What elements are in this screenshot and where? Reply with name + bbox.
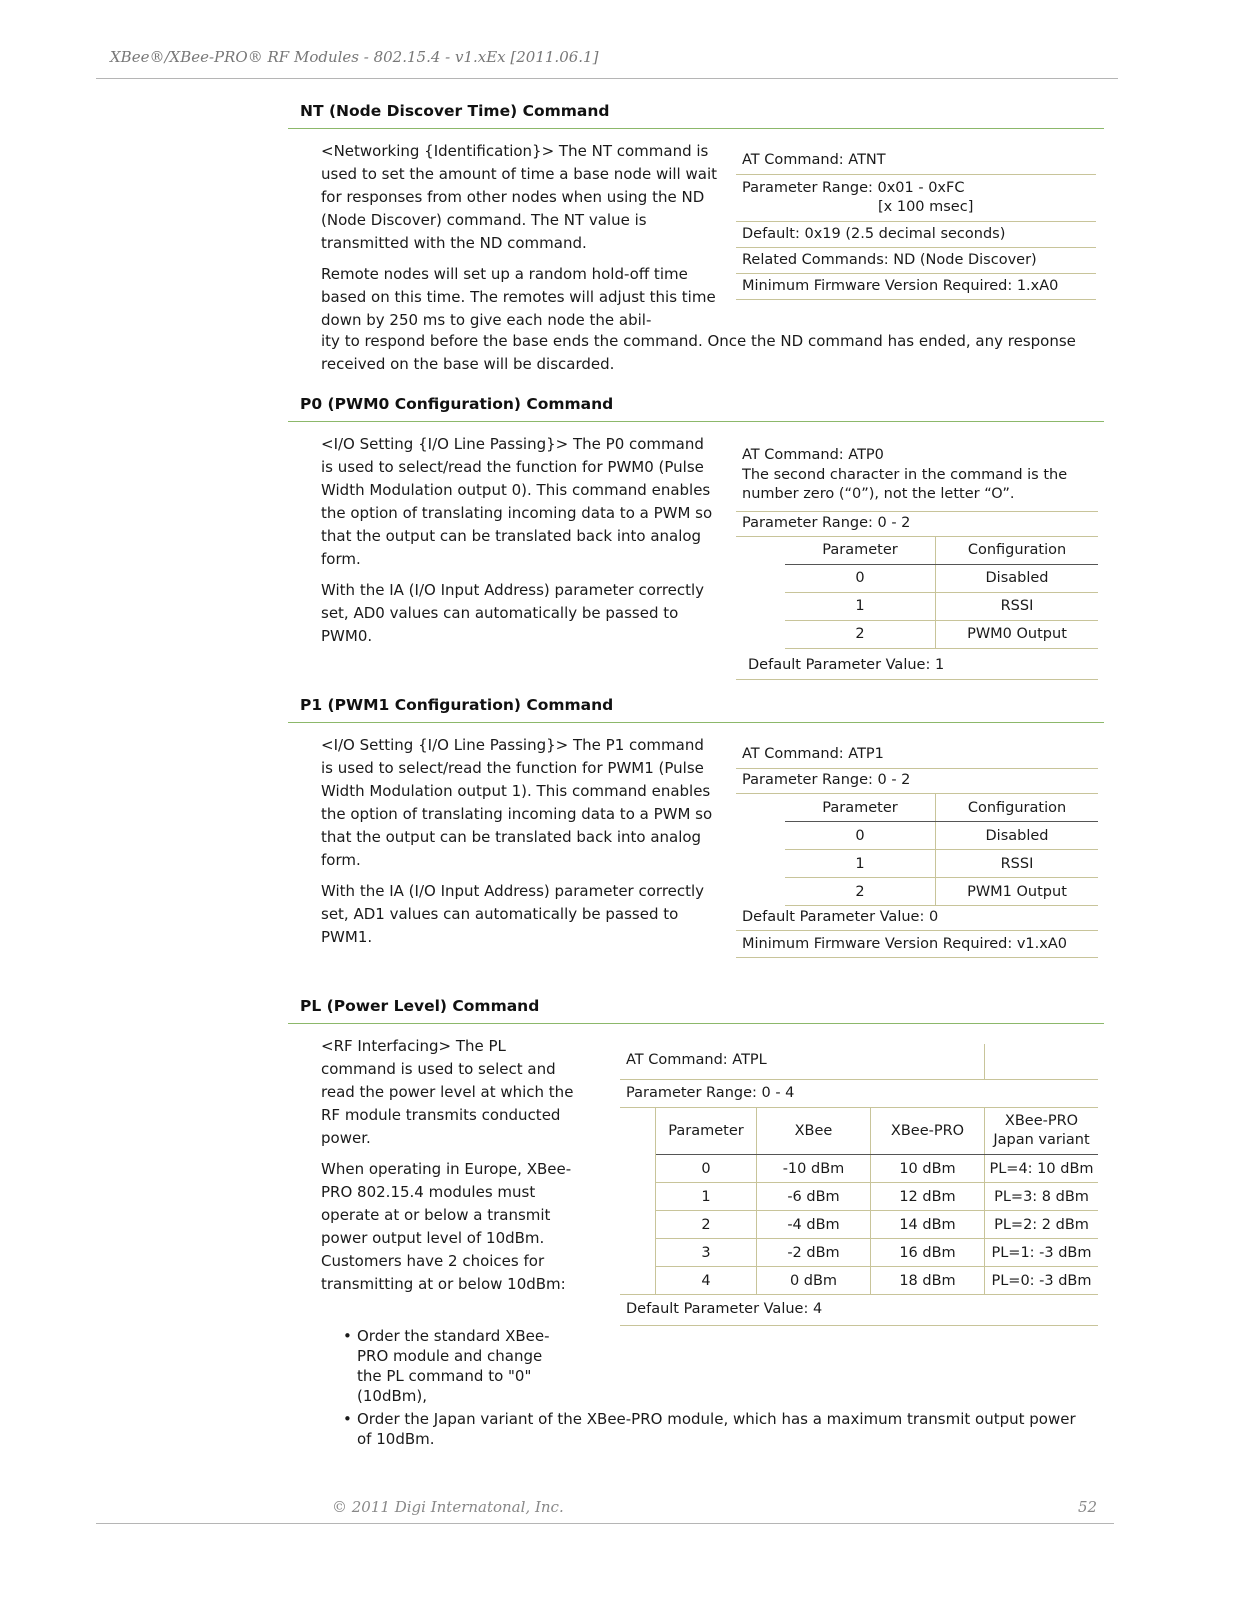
p1-row-0-config: Disabled <box>936 822 1099 850</box>
nt-para-2b: ity to respond before the base ends the command. Once the ND command has ended, any response received on the base will be discarded. <box>321 332 1076 373</box>
nt-section-title: NT (Node Discover Time) Command <box>300 102 610 120</box>
p0-section-title: P0 (PWM0 Configuration) Command <box>300 395 614 413</box>
nt-para-1: <Networking {Identification}> The NT command is used to set the amount of time a base node will wait for responses from other nodes when using the ND (Node Discover) command. The NT value is transmitted with the ND command. <box>321 142 718 252</box>
pl-row-2-xbee: -4 dBm <box>757 1211 871 1239</box>
p0-parameter-range: Parameter Range: 0 - 2 <box>736 512 1098 537</box>
page-header-title: XBee®/XBee-PRO® RF Modules - 802.15.4 - v1.xEx [2011.06.1] <box>110 48 599 66</box>
p0-row-1-config: RSSI <box>936 592 1099 620</box>
p0-command-table <box>736 445 1098 680</box>
pl-row-0-param: 0 <box>656 1155 757 1183</box>
table-row <box>620 1267 1098 1295</box>
pl-parameter-table <box>620 1108 1098 1295</box>
p1-section-divider <box>288 722 1104 723</box>
p1-parameter-table <box>785 794 1098 906</box>
pl-row-2-pro: 14 dBm <box>871 1211 985 1239</box>
pl-bullet-1 <box>343 1326 567 1406</box>
pl-col-xbee: XBee <box>757 1108 871 1155</box>
nt-section-divider <box>288 128 1104 129</box>
p0-at-command: AT Command: ATP0 <box>742 447 884 463</box>
p0-row-2-config: PWM0 Output <box>936 620 1099 648</box>
table-row <box>785 564 1098 592</box>
table-row <box>785 592 1098 620</box>
nt-at-command: AT Command: ATNT <box>736 150 1096 175</box>
p1-parameter-range: Parameter Range: 0 - 2 <box>736 769 1098 794</box>
p0-row-0-config: Disabled <box>936 564 1099 592</box>
p1-row-0-param: 0 <box>785 822 936 850</box>
table-row <box>620 1183 1098 1211</box>
p0-para-1: <I/O Setting {I/O Line Passing}> The P0 command is used to select/read the function for PWM0 (Pulse Width Modulation output 0). This command enables the option of translating incoming data to a PWM so that the output can be translated back into analog form. <box>321 435 713 568</box>
p0-row-0-param: 0 <box>785 564 936 592</box>
nt-parameter-range <box>736 175 1096 222</box>
pl-indent-cell <box>620 1211 656 1239</box>
pl-row-1-param: 1 <box>656 1183 757 1211</box>
nt-range-line-2: [x 100 msec] <box>878 199 974 215</box>
header-divider <box>96 78 1118 79</box>
p0-parameter-table <box>785 537 1098 649</box>
pl-indent-cell <box>620 1267 656 1295</box>
nt-related-commands: Related Commands: ND (Node Discover) <box>736 248 1096 274</box>
p0-at-command-block <box>736 445 1098 512</box>
pl-at-command-divider <box>984 1044 985 1079</box>
pl-parameter-range: Parameter Range: 0 - 4 <box>620 1080 1098 1108</box>
pl-indent-cell <box>620 1155 656 1183</box>
p0-para-2: With the IA (I/O Input Address) parameter correctly set, AD0 values can automatically be passed to PWM0. <box>321 581 705 645</box>
footer-divider <box>96 1523 1114 1524</box>
p0-default: Default Parameter Value: 1 <box>736 651 1098 680</box>
pl-section-title: PL (Power Level) Command <box>300 997 540 1015</box>
pl-row-2-param: 2 <box>656 1211 757 1239</box>
page-number: 52 <box>1078 1498 1098 1516</box>
pl-row-2-japan: PL=2: 2 dBm <box>985 1211 1099 1239</box>
pl-para-2: When operating in Europe, XBee-PRO 802.15.4 modules must operate at or below a transmit power output level of 10dBm. Customers have 2 choices for transmitting at or below 10dBm: <box>321 1160 572 1293</box>
nt-min-firmware: Minimum Firmware Version Required: 1.xA0 <box>736 274 1096 300</box>
p0-description <box>321 433 719 648</box>
pl-default: Default Parameter Value: 4 <box>620 1295 1098 1326</box>
pl-indent-cell <box>620 1108 656 1155</box>
p1-row-1-config: RSSI <box>936 850 1099 878</box>
p1-command-table <box>736 744 1098 958</box>
p0-col-parameter: Parameter <box>785 537 936 565</box>
table-row <box>620 1155 1098 1183</box>
pl-col-japan-line-2: Japan variant <box>993 1132 1090 1148</box>
pl-bullet-1-text: Order the standard XBee-PRO module and change the PL command to "0" (10dBm), <box>357 1327 550 1405</box>
pl-col-japan-line-1: XBee-PRO <box>1004 1113 1079 1129</box>
pl-description <box>321 1035 583 1296</box>
nt-para-2a: Remote nodes will set up a random hold-off time based on this time. The remotes will adjust this time down by 250 ms to give each node the abil- <box>321 265 716 329</box>
p1-para-2: With the IA (I/O Input Address) parameter correctly set, AD1 values can automatically be passed to PWM1. <box>321 882 705 946</box>
p1-section-title: P1 (PWM1 Configuration) Command <box>300 696 614 714</box>
pl-col-xbee-pro: XBee-PRO <box>871 1108 985 1155</box>
bullet-icon: • <box>343 1410 352 1428</box>
pl-row-1-japan: PL=3: 8 dBm <box>985 1183 1099 1211</box>
table-row <box>785 620 1098 648</box>
pl-bullet-2-text: Order the Japan variant of the XBee-PRO module, which has a maximum transmit output power of 10dBm. <box>357 1410 1076 1448</box>
pl-row-0-xbee: -10 dBm <box>757 1155 871 1183</box>
pl-table-header <box>620 1108 1098 1155</box>
p1-row-2-config: PWM1 Output <box>936 878 1099 906</box>
pl-row-3-xbee: -2 dBm <box>757 1239 871 1267</box>
pl-command-table <box>620 1044 1098 1326</box>
p1-min-firmware: Minimum Firmware Version Required: v1.xA0 <box>736 931 1098 958</box>
pl-row-4-japan: PL=0: -3 dBm <box>985 1267 1099 1295</box>
pl-row-0-japan: PL=4: 10 dBm <box>985 1155 1099 1183</box>
pl-at-command-row <box>620 1044 1098 1080</box>
pl-row-1-xbee: -6 dBm <box>757 1183 871 1211</box>
p1-row-2-param: 2 <box>785 878 936 906</box>
table-row <box>785 822 1098 850</box>
pl-row-3-param: 3 <box>656 1239 757 1267</box>
pl-bullet-2 <box>343 1409 1087 1449</box>
pl-at-command: AT Command: ATPL <box>626 1052 767 1068</box>
nt-default: Default: 0x19 (2.5 decimal seconds) <box>736 222 1096 248</box>
pl-col-parameter: Parameter <box>656 1108 757 1155</box>
p1-at-command: AT Command: ATP1 <box>736 744 1098 769</box>
p1-para-1: <I/O Setting {I/O Line Passing}> The P1 command is used to select/read the function for PWM1 (Pulse Width Modulation output 1). This command enables the option of translating incoming data to a PWM so that the output can be translated back into analog form. <box>321 736 713 869</box>
pl-row-3-pro: 16 dBm <box>871 1239 985 1267</box>
pl-section-divider <box>288 1023 1104 1024</box>
p1-row-1-param: 1 <box>785 850 936 878</box>
pl-row-3-japan: PL=1: -3 dBm <box>985 1239 1099 1267</box>
p0-note: The second character in the command is the number zero (“0”), not the letter “O”. <box>742 466 1068 502</box>
table-row <box>785 850 1098 878</box>
p1-table-header <box>785 794 1098 822</box>
pl-row-0-pro: 10 dBm <box>871 1155 985 1183</box>
pl-row-4-param: 4 <box>656 1267 757 1295</box>
p0-section-divider <box>288 421 1104 422</box>
nt-range-line-1: Parameter Range: 0x01 - 0xFC <box>742 180 965 196</box>
p1-col-parameter: Parameter <box>785 794 936 822</box>
pl-row-4-xbee: 0 dBm <box>757 1267 871 1295</box>
nt-command-table <box>736 150 1096 300</box>
pl-row-1-pro: 12 dBm <box>871 1183 985 1211</box>
table-row <box>785 878 1098 906</box>
pl-col-japan <box>985 1108 1099 1155</box>
p0-row-1-param: 1 <box>785 592 936 620</box>
table-row <box>620 1211 1098 1239</box>
p0-row-2-param: 2 <box>785 620 936 648</box>
p0-col-configuration: Configuration <box>936 537 1099 565</box>
pl-row-4-pro: 18 dBm <box>871 1267 985 1295</box>
bullet-icon: • <box>343 1327 352 1345</box>
p1-default: Default Parameter Value: 0 <box>736 906 1098 931</box>
pl-indent-cell <box>620 1239 656 1267</box>
p1-col-configuration: Configuration <box>936 794 1099 822</box>
footer-copyright: © 2011 Digi Internatonal, Inc. <box>332 1498 564 1516</box>
pl-indent-cell <box>620 1183 656 1211</box>
table-row <box>620 1239 1098 1267</box>
p0-table-header <box>785 537 1098 565</box>
pl-para-1: <RF Interfacing> The PL command is used to select and read the power level at which the RF module transmits conducted power. <box>321 1037 574 1147</box>
nt-description <box>321 140 721 332</box>
p1-description <box>321 734 719 949</box>
